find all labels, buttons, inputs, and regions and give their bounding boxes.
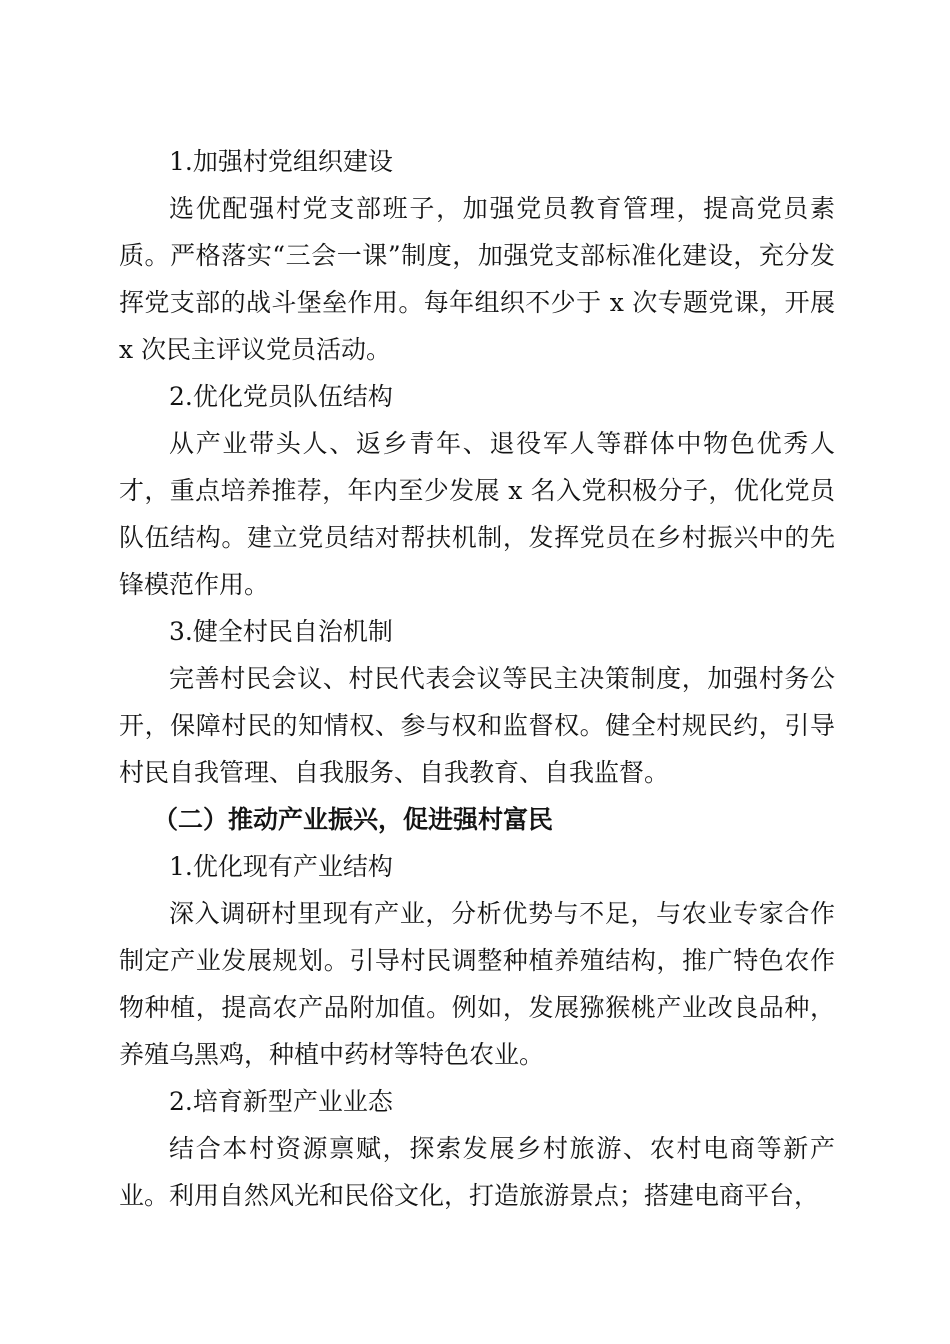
subheading-strengthen-party-organization: 1.加强村党组织建设 <box>169 147 393 176</box>
paragraph-industry-structure: 深入调研村里现有产业，分析优势与不足，与农业专家合作制定产业发展规划。引导村民调整种植养殖结构，推广特色农作物种植，提高农产品附加值。例如，发展猕猴桃产业改良品种，养殖乌黑鸡，种植中药材等特色农业。 <box>119 899 835 1069</box>
document-body <box>119 138 835 1219</box>
subheading-optimize-industry-structure: 1.优化现有产业结构 <box>169 852 393 881</box>
paragraph-new-industry-forms: 结合本村资源禀赋，探索发展乡村旅游、农村电商等新产业。利用自然风光和民俗文化，打造旅游景点；搭建电商平台， <box>119 1134 835 1210</box>
subheading-villager-self-governance: 3.健全村民自治机制 <box>169 617 393 646</box>
paragraph-self-governance: 完善村民会议、村民代表会议等民主决策制度，加强村务公开，保障村民的知情权、参与权和监督权。健全村规民约，引导村民自我管理、自我服务、自我教育、自我监督。 <box>119 664 835 787</box>
paragraph-member-structure: 从产业带头人、返乡青年、退役军人等群体中物色优秀人才，重点培养推荐，年内至少发展 x 名入党积极分子，优化党员队伍结构。建立党员结对帮扶机制，发挥党员在乡村振兴中的先锋模范作用。 <box>119 429 835 599</box>
subheading-new-industry-forms: 2.培育新型产业业态 <box>169 1087 393 1116</box>
section-heading-industry-revitalization: （二）推动产业振兴，促进强村富民 <box>153 805 554 834</box>
subheading-optimize-member-structure: 2.优化党员队伍结构 <box>169 382 393 411</box>
paragraph-party-organization: 选优配强村党支部班子，加强党员教育管理，提高党员素质。严格落实“三会一课”制度，加强党支部标准化建设，充分发挥党支部的战斗堡垒作用。每年组织不少于 x 次专题党课，开展 x 次民主评议党员活动。 <box>119 194 835 364</box>
